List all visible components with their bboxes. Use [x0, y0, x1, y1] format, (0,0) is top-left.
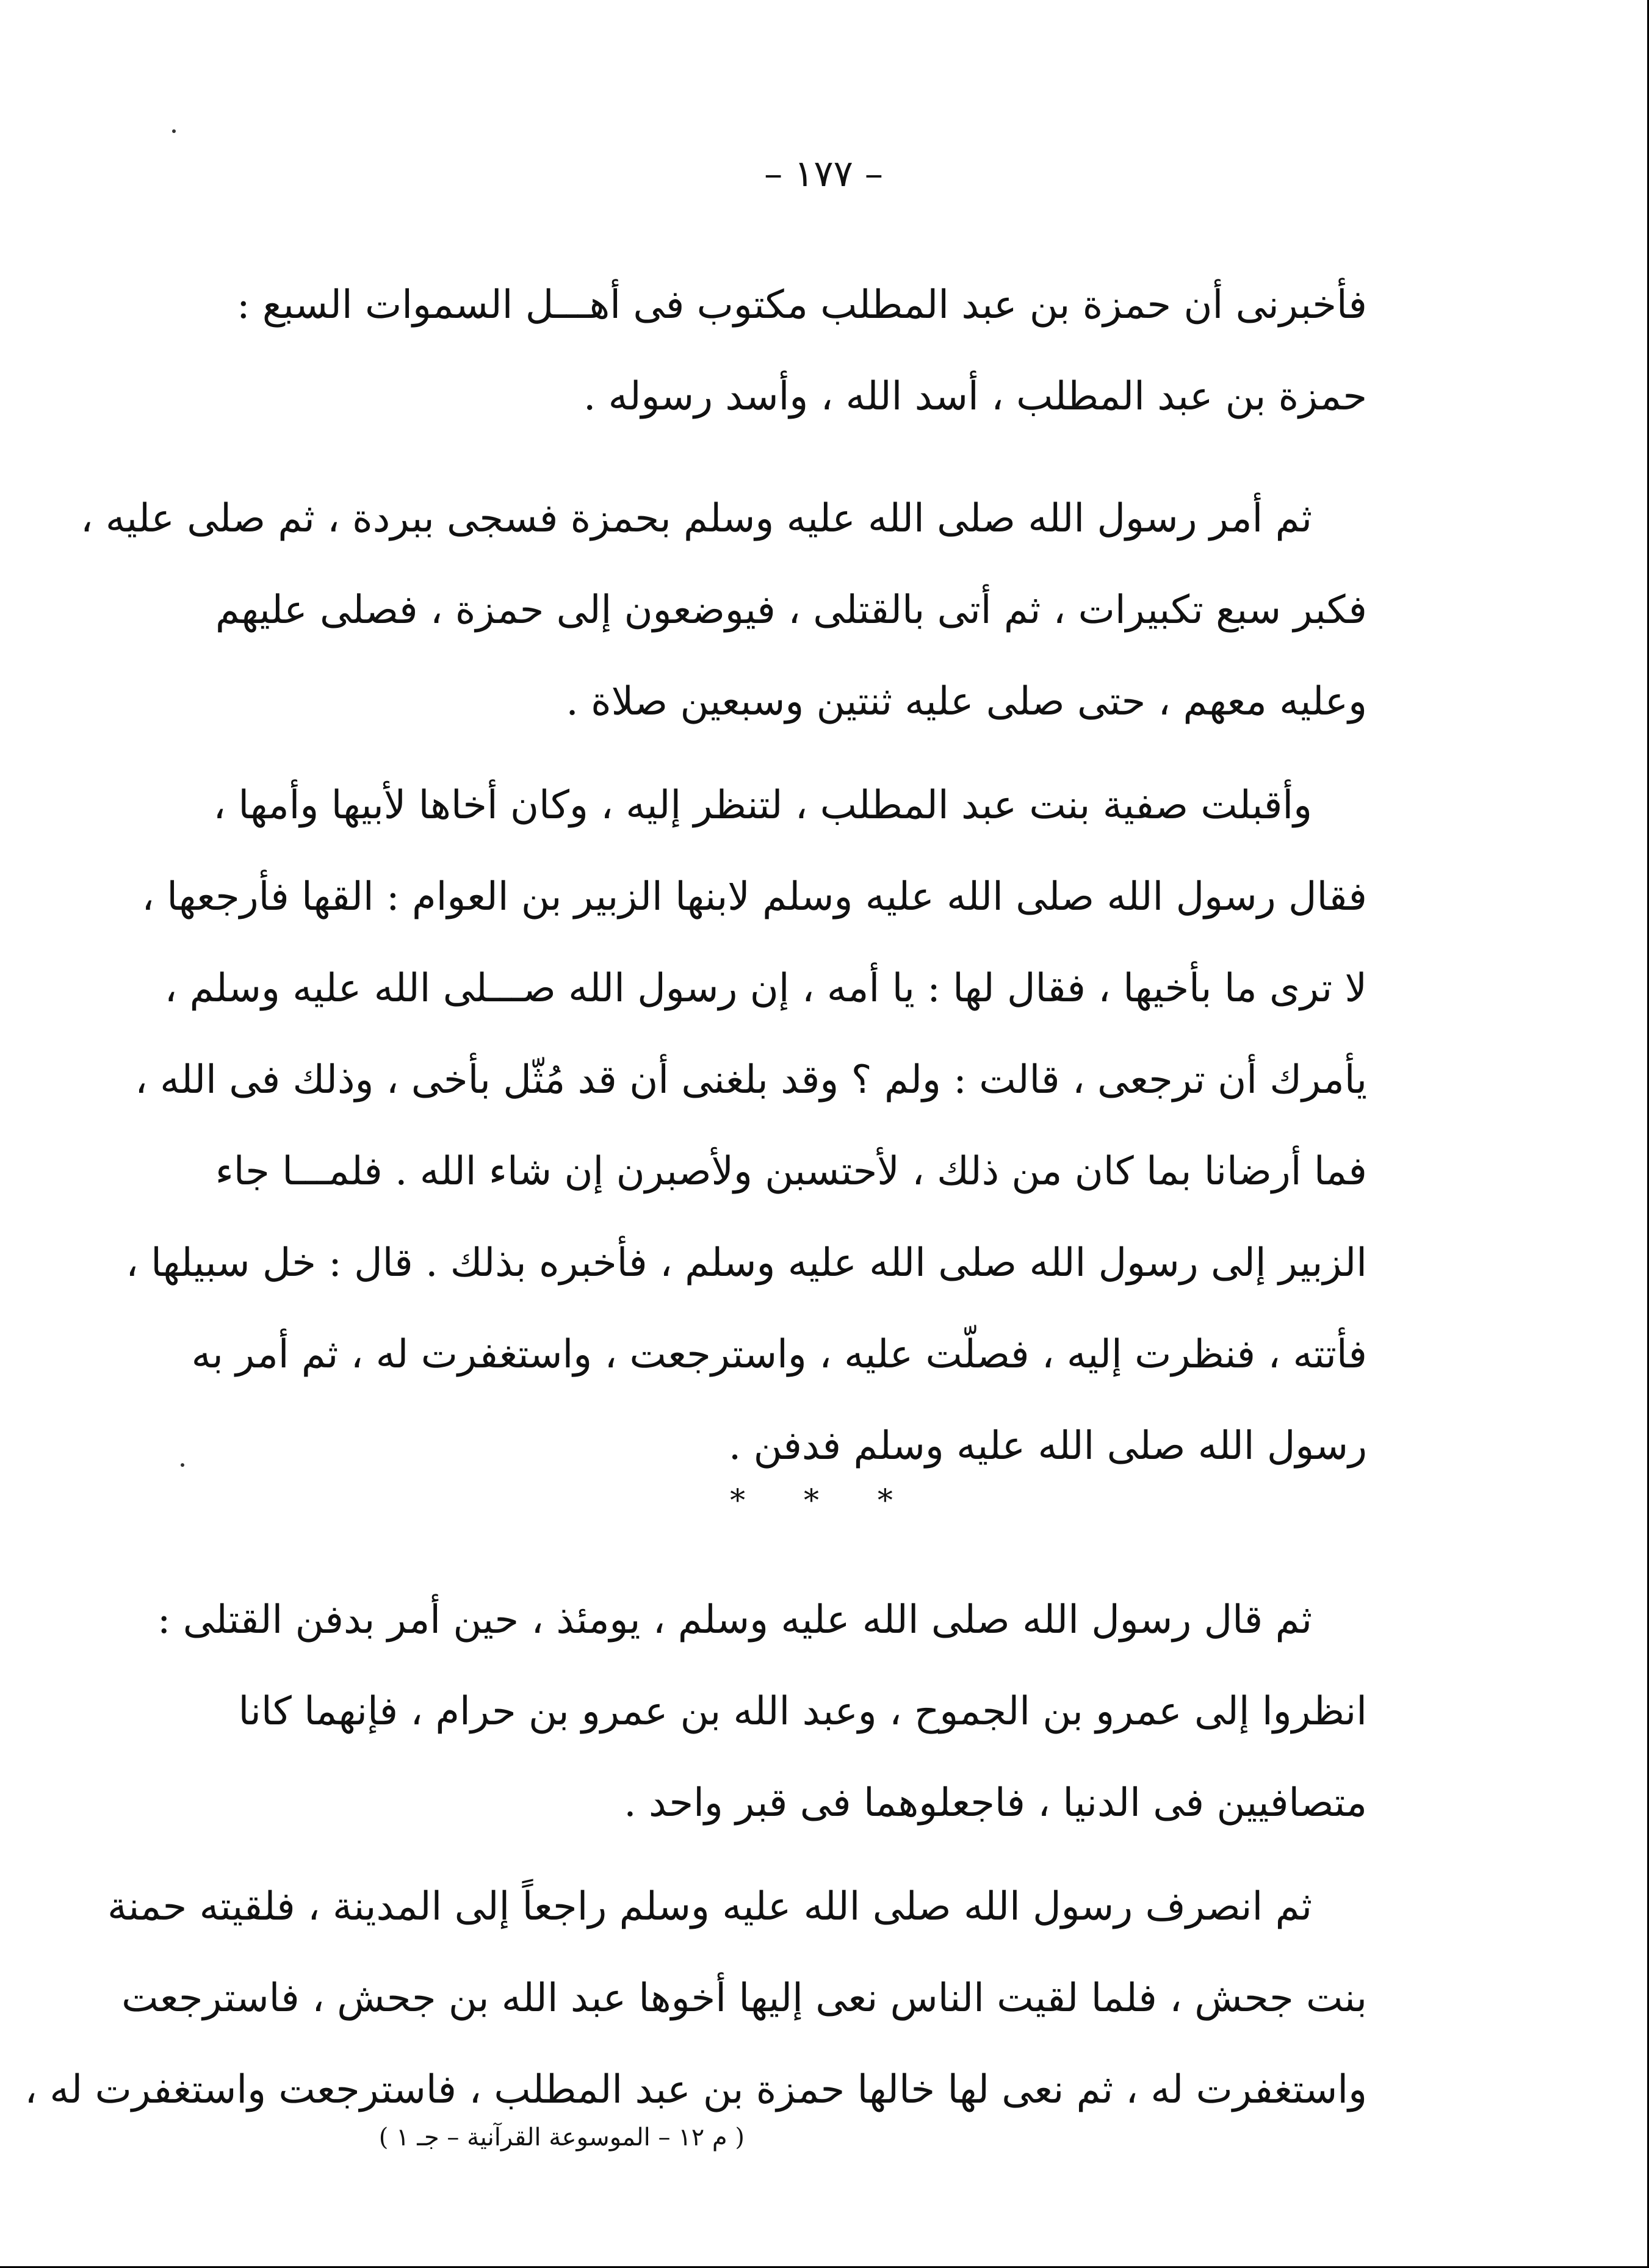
paragraph-2 — [80, 473, 1367, 747]
scan-speck — [181, 1463, 184, 1467]
text-line: ثم قال رسول الله صلى الله عليه وسلم ، يومئذ ، حين أمر بدفن القتلى : — [157, 1597, 1312, 1643]
text-line: ثم أمر رسول الله صلى الله عليه وسلم بحمزة فسجى ببردة ، ثم صلى عليه ، — [80, 496, 1312, 541]
footnote: ( م ١٢ – الموسوعة القرآنية – جـ ١ ) — [378, 2123, 745, 2151]
text-line: حمزة بن عبد المطلب ، أسد الله ، وأسد رسوله . — [583, 374, 1367, 419]
text-line: متصافيين فى الدنيا ، فاجعلوهما فى قبر واحد . — [624, 1780, 1367, 1826]
text-line: فكبر سبع تكبيرات ، ثم أتى بالقتلى ، فيوضعون إلى حمزة ، فصلى عليهم — [215, 588, 1367, 633]
text-line: انظروا إلى عمرو بن الجموح ، وعبد الله بن عمرو بن حرام ، فإنهما كانا — [238, 1689, 1367, 1734]
scan-speck — [172, 129, 176, 133]
paragraph-1 — [236, 259, 1367, 442]
text-line: وعليه معهم ، حتى صلى عليه ثنتين وسبعين صلاة . — [566, 679, 1367, 724]
text-line: لا ترى ما بأخيها ، فقال لها : يا أمه ، إن رسول الله صـــلى الله عليه وسلم ، — [164, 966, 1367, 1011]
text-line: واستغفرت له ، ثم نعى لها خالها حمزة بن عبد المطلب ، فاسترجعت واستغفرت له ، — [24, 2067, 1367, 2112]
text-line: بنت جحش ، فلما لقيت الناس نعى إليها أخوها عبد الله بن جحش ، فاسترجعت — [121, 1976, 1367, 2021]
text-line: يأمرك أن ترجعى ، قالت : ولم ؟ وقد بلغنى أن قد مُثّل بأخى ، وذلك فى الله ، — [135, 1057, 1367, 1103]
paragraph-4 — [157, 1574, 1367, 1849]
text-line: رسول الله صلى الله عليه وسلم فدفن . — [728, 1424, 1367, 1469]
text-line: فقال رسول الله صلى الله عليه وسلم لابنها الزبير بن العوام : القها فأرجعها ، — [142, 874, 1367, 920]
text-line: الزبير إلى رسول الله صلى الله عليه وسلم ، فأخبره بذلك . قال : خل سبيلها ، — [126, 1240, 1367, 1286]
text-line: فأتته ، فنظرت إليه ، فصلّت عليه ، واسترجعت ، واستغفرت له ، ثم أمر به — [191, 1332, 1367, 1377]
text-line: فأخبرنى أن حمزة بن عبد المطلب مكتوب فى أهـــل السموات السبع : — [236, 283, 1367, 328]
paragraph-3 — [126, 760, 1367, 1492]
text-line: وأقبلت صفية بنت عبد المطلب ، لتنظر إليه ، وكان أخاها لأبيها وأمها ، — [213, 783, 1312, 828]
text-line: فما أرضانا بما كان من ذلك ، لأحتسبن ولأصبرن إن شاء الله . فلمـــا جاء — [215, 1149, 1367, 1194]
text-line: ثم انصرف رسول الله صلى الله عليه وسلم راجعاً إلى المدينة ، فلقيته حمنة — [107, 1884, 1312, 1929]
section-separator: * * * — [730, 1483, 917, 1518]
paragraph-5 — [24, 1861, 1367, 2136]
page-number: – ١٧٧ – — [764, 153, 883, 195]
